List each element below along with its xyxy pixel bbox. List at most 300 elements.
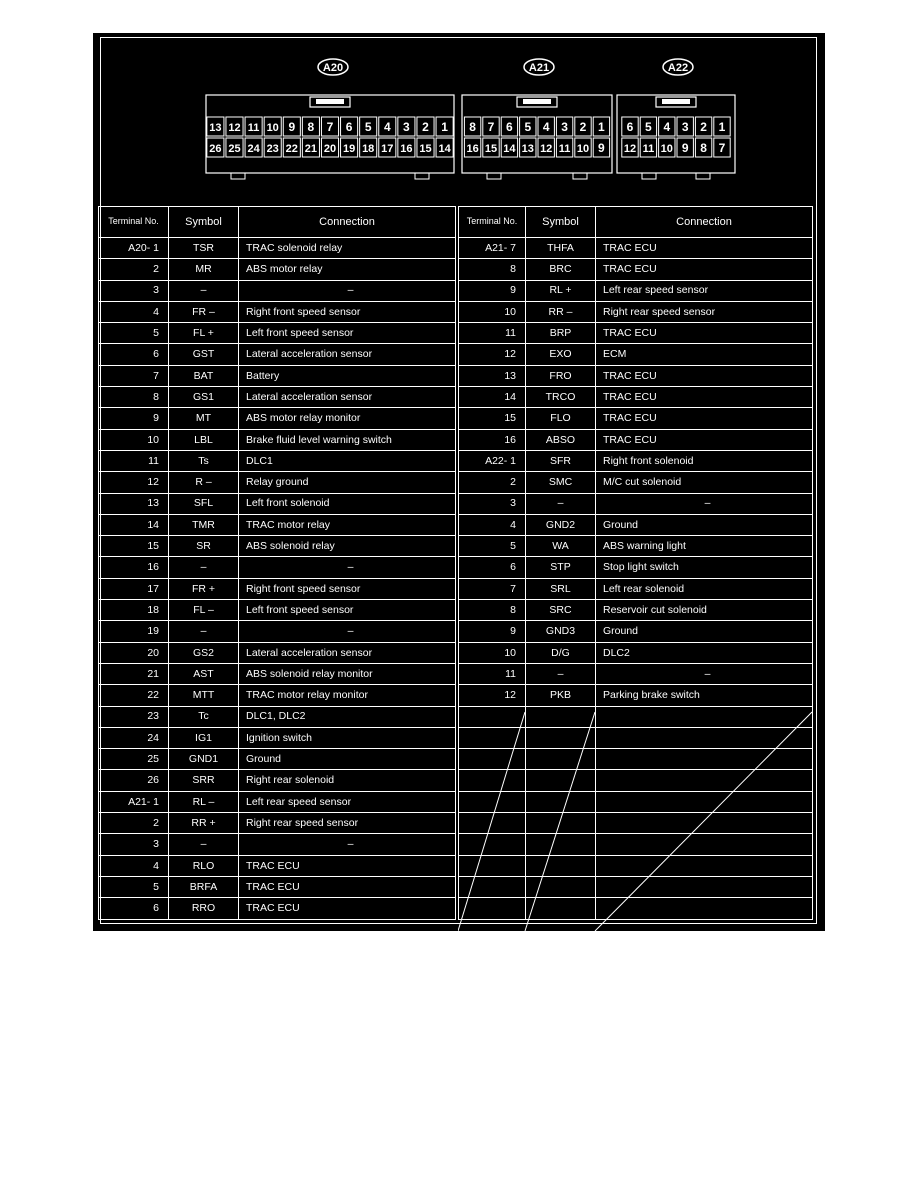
terminal-cell: 8 bbox=[99, 387, 169, 408]
pin-number: 15 bbox=[484, 143, 498, 155]
pin-number: 5 bbox=[645, 120, 652, 134]
connection-cell: – bbox=[239, 834, 456, 855]
terminal-cell bbox=[459, 898, 526, 919]
connection-cell: TRAC ECU bbox=[596, 238, 813, 259]
symbol-cell: STP bbox=[526, 557, 596, 578]
pin-number: 7 bbox=[326, 120, 334, 134]
table-row bbox=[459, 557, 813, 578]
terminal-cell: 12 bbox=[459, 685, 526, 706]
terminal-cell: 17 bbox=[99, 578, 169, 599]
pin-number: 21 bbox=[304, 143, 318, 155]
table-row bbox=[459, 323, 813, 344]
terminal-cell: 4 bbox=[99, 301, 169, 322]
connection-cell bbox=[596, 791, 813, 812]
connector-key bbox=[415, 173, 429, 179]
connection-cell bbox=[596, 855, 813, 876]
pin-number: 14 bbox=[438, 143, 451, 155]
table-row bbox=[459, 855, 813, 876]
symbol-cell: WA bbox=[526, 536, 596, 557]
connection-cell: TRAC ECU bbox=[596, 408, 813, 429]
terminal-cell bbox=[459, 876, 526, 897]
pin-number: 7 bbox=[718, 141, 726, 155]
terminal-cell: 19 bbox=[99, 621, 169, 642]
terminal-cell: A21- 1 bbox=[99, 791, 169, 812]
symbol-cell: FLO bbox=[526, 408, 596, 429]
connection-cell: ABS solenoid relay bbox=[239, 536, 456, 557]
pin-number: 4 bbox=[383, 120, 391, 134]
symbol-cell: – bbox=[169, 280, 239, 301]
connection-cell: Right front speed sensor bbox=[239, 301, 456, 322]
symbol-cell: MTT bbox=[169, 685, 239, 706]
terminal-cell bbox=[459, 855, 526, 876]
connection-cell: Ignition switch bbox=[239, 727, 456, 748]
table-row bbox=[99, 600, 456, 621]
table-row bbox=[99, 429, 456, 450]
terminal-cell: 12 bbox=[99, 472, 169, 493]
table-row bbox=[99, 685, 456, 706]
table-row bbox=[459, 365, 813, 386]
symbol-cell: – bbox=[169, 834, 239, 855]
terminal-cell bbox=[459, 834, 526, 855]
connection-cell: Stop light switch bbox=[596, 557, 813, 578]
table-row bbox=[99, 450, 456, 471]
header-connection: Connection bbox=[596, 207, 813, 238]
table-row bbox=[459, 642, 813, 663]
connection-cell: – bbox=[239, 280, 456, 301]
table-row bbox=[99, 344, 456, 365]
connection-cell: – bbox=[239, 557, 456, 578]
terminal-cell: 12 bbox=[459, 344, 526, 365]
connection-cell: Lateral acceleration sensor bbox=[239, 642, 456, 663]
pin-number: 11 bbox=[642, 143, 655, 155]
table-row bbox=[459, 876, 813, 897]
terminal-cell bbox=[459, 813, 526, 834]
connector-latch-bar bbox=[316, 99, 344, 104]
pin-number: 1 bbox=[598, 120, 605, 134]
table-row bbox=[99, 472, 456, 493]
pin-number: 18 bbox=[362, 143, 375, 155]
terminal-cell: 5 bbox=[99, 323, 169, 344]
connector-label: A21 bbox=[528, 62, 550, 74]
symbol-cell: GS1 bbox=[169, 387, 239, 408]
symbol-cell: BRP bbox=[526, 323, 596, 344]
table-row bbox=[459, 578, 813, 599]
table-row bbox=[459, 727, 813, 748]
symbol-cell: RL – bbox=[169, 791, 239, 812]
header-symbol: Symbol bbox=[169, 207, 239, 238]
pin-number: 6 bbox=[345, 120, 353, 134]
symbol-cell bbox=[526, 791, 596, 812]
pin-number: 4 bbox=[542, 120, 550, 134]
connection-cell: TRAC ECU bbox=[596, 387, 813, 408]
connection-cell: Ground bbox=[596, 514, 813, 535]
symbol-cell: R – bbox=[169, 472, 239, 493]
pin-number: 1 bbox=[718, 120, 726, 134]
pin-number: 19 bbox=[342, 143, 356, 155]
pin-number: 3 bbox=[681, 120, 689, 134]
pin-number: 11 bbox=[558, 143, 571, 155]
table-row bbox=[459, 301, 813, 322]
connection-cell: Left rear speed sensor bbox=[239, 791, 456, 812]
table-row bbox=[99, 876, 456, 897]
connection-cell: DLC1 bbox=[239, 450, 456, 471]
pin-number: 22 bbox=[285, 143, 298, 155]
symbol-cell: IG1 bbox=[169, 727, 239, 748]
terminal-cell: 6 bbox=[99, 344, 169, 365]
terminal-cell: 15 bbox=[459, 408, 526, 429]
table-row bbox=[99, 663, 456, 684]
connection-cell: ECM bbox=[596, 344, 813, 365]
connection-cell: TRAC ECU bbox=[596, 429, 813, 450]
terminal-cell: 10 bbox=[99, 429, 169, 450]
connection-cell: Left rear solenoid bbox=[596, 578, 813, 599]
table-row bbox=[99, 898, 456, 919]
table-row bbox=[459, 898, 813, 919]
symbol-cell: TMR bbox=[169, 514, 239, 535]
symbol-cell: – bbox=[526, 493, 596, 514]
table-row bbox=[459, 749, 813, 770]
symbol-cell: – bbox=[169, 621, 239, 642]
terminal-cell: 3 bbox=[99, 834, 169, 855]
symbol-cell: RR + bbox=[169, 813, 239, 834]
symbol-cell: PKB bbox=[526, 685, 596, 706]
pin-number: 13 bbox=[209, 122, 222, 134]
connection-cell: Right front solenoid bbox=[596, 450, 813, 471]
table-row bbox=[459, 429, 813, 450]
symbol-cell: GST bbox=[169, 344, 239, 365]
connection-cell: – bbox=[239, 621, 456, 642]
terminal-cell: 10 bbox=[459, 642, 526, 663]
symbol-cell: AST bbox=[169, 663, 239, 684]
pin-number: 26 bbox=[209, 143, 222, 155]
terminal-cell: 2 bbox=[99, 259, 169, 280]
table-row bbox=[99, 727, 456, 748]
terminal-cell: 11 bbox=[99, 450, 169, 471]
terminal-cell: 5 bbox=[459, 536, 526, 557]
symbol-cell: D/G bbox=[526, 642, 596, 663]
pin-number: 9 bbox=[598, 141, 605, 155]
pin-number: 11 bbox=[247, 122, 260, 134]
table-row bbox=[459, 280, 813, 301]
pin-number: 15 bbox=[419, 143, 432, 155]
connection-cell: Ground bbox=[596, 621, 813, 642]
symbol-cell: SRR bbox=[169, 770, 239, 791]
terminal-cell: 7 bbox=[99, 365, 169, 386]
terminal-cell bbox=[459, 749, 526, 770]
terminal-cell: 11 bbox=[459, 323, 526, 344]
connector-key bbox=[642, 173, 656, 179]
pin-number: 2 bbox=[422, 120, 429, 134]
symbol-cell: GS2 bbox=[169, 642, 239, 663]
connection-cell: TRAC solenoid relay bbox=[239, 238, 456, 259]
table-row bbox=[99, 642, 456, 663]
terminal-cell: 22 bbox=[99, 685, 169, 706]
symbol-cell bbox=[526, 876, 596, 897]
terminal-cell: 24 bbox=[99, 727, 169, 748]
pin-number: 16 bbox=[466, 143, 479, 155]
symbol-cell: EXO bbox=[526, 344, 596, 365]
pin-number: 14 bbox=[503, 143, 516, 155]
terminal-cell: 13 bbox=[99, 493, 169, 514]
connection-cell: DLC2 bbox=[596, 642, 813, 663]
terminal-cell: 14 bbox=[99, 514, 169, 535]
symbol-cell: BAT bbox=[169, 365, 239, 386]
pin-number: 6 bbox=[626, 120, 634, 134]
connection-cell: TRAC motor relay bbox=[239, 514, 456, 535]
table-row bbox=[459, 685, 813, 706]
connection-cell: TRAC ECU bbox=[596, 365, 813, 386]
symbol-cell: FR – bbox=[169, 301, 239, 322]
symbol-cell: RRO bbox=[169, 898, 239, 919]
table-row bbox=[99, 834, 456, 855]
connection-cell: ABS motor relay monitor bbox=[239, 408, 456, 429]
terminal-cell: 7 bbox=[459, 578, 526, 599]
table-row bbox=[459, 813, 813, 834]
connection-cell: Left front speed sensor bbox=[239, 600, 456, 621]
table-row bbox=[99, 365, 456, 386]
pin-number: 10 bbox=[266, 122, 279, 134]
pin-number: 20 bbox=[323, 143, 337, 155]
terminal-cell: 20 bbox=[99, 642, 169, 663]
table-row bbox=[459, 514, 813, 535]
table-row bbox=[459, 408, 813, 429]
connection-cell bbox=[596, 876, 813, 897]
symbol-cell: FR + bbox=[169, 578, 239, 599]
symbol-cell bbox=[526, 749, 596, 770]
table-row bbox=[99, 493, 456, 514]
connector-diagram bbox=[93, 33, 825, 213]
symbol-cell bbox=[526, 813, 596, 834]
symbol-cell: RL + bbox=[526, 280, 596, 301]
connection-cell: Left front solenoid bbox=[239, 493, 456, 514]
connector-label: A22 bbox=[667, 62, 689, 74]
terminal-cell: 9 bbox=[459, 621, 526, 642]
table-row bbox=[99, 387, 456, 408]
connection-cell: Brake fluid level warning switch bbox=[239, 429, 456, 450]
connection-cell: Right rear speed sensor bbox=[596, 301, 813, 322]
symbol-cell: GND1 bbox=[169, 749, 239, 770]
terminal-cell: 3 bbox=[459, 493, 526, 514]
symbol-cell: MT bbox=[169, 408, 239, 429]
terminal-cell bbox=[459, 791, 526, 812]
pin-number: 9 bbox=[288, 120, 296, 134]
terminal-cell bbox=[459, 770, 526, 791]
terminal-cell: 13 bbox=[459, 365, 526, 386]
pin-number: 24 bbox=[247, 143, 260, 155]
table-row bbox=[99, 259, 456, 280]
connection-cell: – bbox=[596, 663, 813, 684]
symbol-cell: SFL bbox=[169, 493, 239, 514]
table-row bbox=[459, 663, 813, 684]
pin-number: 17 bbox=[381, 143, 394, 155]
connector-key bbox=[573, 173, 587, 179]
table-row bbox=[459, 493, 813, 514]
symbol-cell bbox=[526, 727, 596, 748]
symbol-cell bbox=[526, 834, 596, 855]
terminal-cell: 21 bbox=[99, 663, 169, 684]
table-header-row bbox=[459, 207, 813, 238]
table-row bbox=[99, 813, 456, 834]
table-row bbox=[99, 323, 456, 344]
connection-cell: TRAC ECU bbox=[239, 876, 456, 897]
terminal-cell: A21- 7 bbox=[459, 238, 526, 259]
table-row bbox=[99, 706, 456, 727]
pin-number: 6 bbox=[506, 120, 513, 134]
symbol-cell: RR – bbox=[526, 301, 596, 322]
header-terminal: Terminal No. bbox=[99, 207, 169, 238]
table-row bbox=[99, 578, 456, 599]
terminal-cell: 14 bbox=[459, 387, 526, 408]
terminal-cell: A20- 1 bbox=[99, 238, 169, 259]
header-symbol: Symbol bbox=[526, 207, 596, 238]
connection-cell: TRAC ECU bbox=[239, 898, 456, 919]
connection-cell: Left front speed sensor bbox=[239, 323, 456, 344]
symbol-cell bbox=[526, 855, 596, 876]
symbol-cell: SMC bbox=[526, 472, 596, 493]
table-row bbox=[99, 621, 456, 642]
pin-number: 12 bbox=[228, 122, 241, 134]
terminal-cell: 5 bbox=[99, 876, 169, 897]
pin-number: 2 bbox=[579, 120, 587, 134]
connection-cell bbox=[596, 706, 813, 727]
terminal-cell bbox=[459, 727, 526, 748]
connection-cell bbox=[596, 813, 813, 834]
pin-number: 5 bbox=[524, 120, 532, 134]
pin-number: 10 bbox=[660, 143, 673, 155]
connection-cell: TRAC motor relay monitor bbox=[239, 685, 456, 706]
symbol-cell: TRCO bbox=[526, 387, 596, 408]
pin-number: 9 bbox=[681, 141, 689, 155]
terminal-cell: 3 bbox=[99, 280, 169, 301]
connection-cell: TRAC ECU bbox=[239, 855, 456, 876]
table-row bbox=[459, 450, 813, 471]
terminal-cell: 10 bbox=[459, 301, 526, 322]
pin-number: 12 bbox=[540, 143, 553, 155]
connection-cell: Reservoir cut solenoid bbox=[596, 600, 813, 621]
connection-cell: Left rear speed sensor bbox=[596, 280, 813, 301]
table-row bbox=[459, 472, 813, 493]
pin-number: 23 bbox=[266, 143, 279, 155]
pin-number: 8 bbox=[700, 141, 707, 155]
table-row bbox=[99, 855, 456, 876]
terminal-cell: 23 bbox=[99, 706, 169, 727]
pin-number: 12 bbox=[623, 143, 637, 155]
pin-number: 8 bbox=[307, 120, 315, 134]
connection-cell: Ground bbox=[239, 749, 456, 770]
connection-cell: Right rear solenoid bbox=[239, 770, 456, 791]
pin-number: 1 bbox=[441, 120, 448, 134]
symbol-cell: – bbox=[169, 557, 239, 578]
table-row bbox=[99, 536, 456, 557]
connector-key bbox=[696, 173, 710, 179]
connection-cell: Lateral acceleration sensor bbox=[239, 387, 456, 408]
pin-number: 2 bbox=[700, 120, 707, 134]
table-row bbox=[459, 706, 813, 727]
terminal-cell bbox=[459, 706, 526, 727]
symbol-cell: Tc bbox=[169, 706, 239, 727]
pin-number: 25 bbox=[228, 143, 241, 155]
connection-cell: Battery bbox=[239, 365, 456, 386]
table-row bbox=[459, 259, 813, 280]
terminal-cell: 6 bbox=[99, 898, 169, 919]
symbol-cell: RLO bbox=[169, 855, 239, 876]
connection-cell: ABS motor relay bbox=[239, 259, 456, 280]
terminal-table-right bbox=[458, 206, 813, 920]
table-row bbox=[459, 387, 813, 408]
terminal-cell: 4 bbox=[99, 855, 169, 876]
table-row bbox=[99, 514, 456, 535]
terminal-cell: 4 bbox=[459, 514, 526, 535]
connection-cell: DLC1, DLC2 bbox=[239, 706, 456, 727]
table-row bbox=[99, 280, 456, 301]
symbol-cell: SR bbox=[169, 536, 239, 557]
pin-number: 7 bbox=[487, 120, 495, 134]
pin-number: 3 bbox=[403, 120, 410, 134]
connection-cell: Relay ground bbox=[239, 472, 456, 493]
table-row bbox=[459, 536, 813, 557]
terminal-cell: 8 bbox=[459, 259, 526, 280]
connector-key bbox=[487, 173, 501, 179]
symbol-cell: BRFA bbox=[169, 876, 239, 897]
symbol-cell bbox=[526, 770, 596, 791]
connection-cell bbox=[596, 834, 813, 855]
connection-cell bbox=[596, 898, 813, 919]
terminal-cell: 6 bbox=[459, 557, 526, 578]
connection-cell: Lateral acceleration sensor bbox=[239, 344, 456, 365]
table-row bbox=[459, 621, 813, 642]
symbol-cell: FL + bbox=[169, 323, 239, 344]
terminal-table-left bbox=[98, 206, 456, 920]
terminal-cell: 9 bbox=[99, 408, 169, 429]
terminal-cell: 9 bbox=[459, 280, 526, 301]
symbol-cell: THFA bbox=[526, 238, 596, 259]
connector-latch-bar bbox=[523, 99, 551, 104]
terminal-chart-panel bbox=[93, 33, 825, 931]
pin-number: 3 bbox=[561, 120, 568, 134]
table-row bbox=[99, 557, 456, 578]
symbol-cell: LBL bbox=[169, 429, 239, 450]
symbol-cell: BRC bbox=[526, 259, 596, 280]
connection-cell: ABS warning light bbox=[596, 536, 813, 557]
connection-cell: TRAC ECU bbox=[596, 259, 813, 280]
terminal-cell: 25 bbox=[99, 749, 169, 770]
connection-cell bbox=[596, 749, 813, 770]
connection-cell: ABS solenoid relay monitor bbox=[239, 663, 456, 684]
terminal-cell: 2 bbox=[459, 472, 526, 493]
table-header-row bbox=[99, 207, 456, 238]
table-row bbox=[99, 301, 456, 322]
connection-cell bbox=[596, 727, 813, 748]
symbol-cell: FL – bbox=[169, 600, 239, 621]
symbol-cell: GND2 bbox=[526, 514, 596, 535]
symbol-cell: Ts bbox=[169, 450, 239, 471]
symbol-cell bbox=[526, 706, 596, 727]
terminal-cell: 2 bbox=[99, 813, 169, 834]
header-terminal: Terminal No. bbox=[459, 207, 526, 238]
terminal-cell: 16 bbox=[99, 557, 169, 578]
terminal-cell: 8 bbox=[459, 600, 526, 621]
table-row bbox=[459, 834, 813, 855]
pin-number: 13 bbox=[521, 143, 534, 155]
table-row bbox=[459, 238, 813, 259]
symbol-cell bbox=[526, 898, 596, 919]
table-row bbox=[99, 408, 456, 429]
terminal-cell: 18 bbox=[99, 600, 169, 621]
pin-number: 8 bbox=[469, 120, 476, 134]
table-row bbox=[99, 238, 456, 259]
terminal-cell: 16 bbox=[459, 429, 526, 450]
terminal-cell: A22- 1 bbox=[459, 450, 526, 471]
